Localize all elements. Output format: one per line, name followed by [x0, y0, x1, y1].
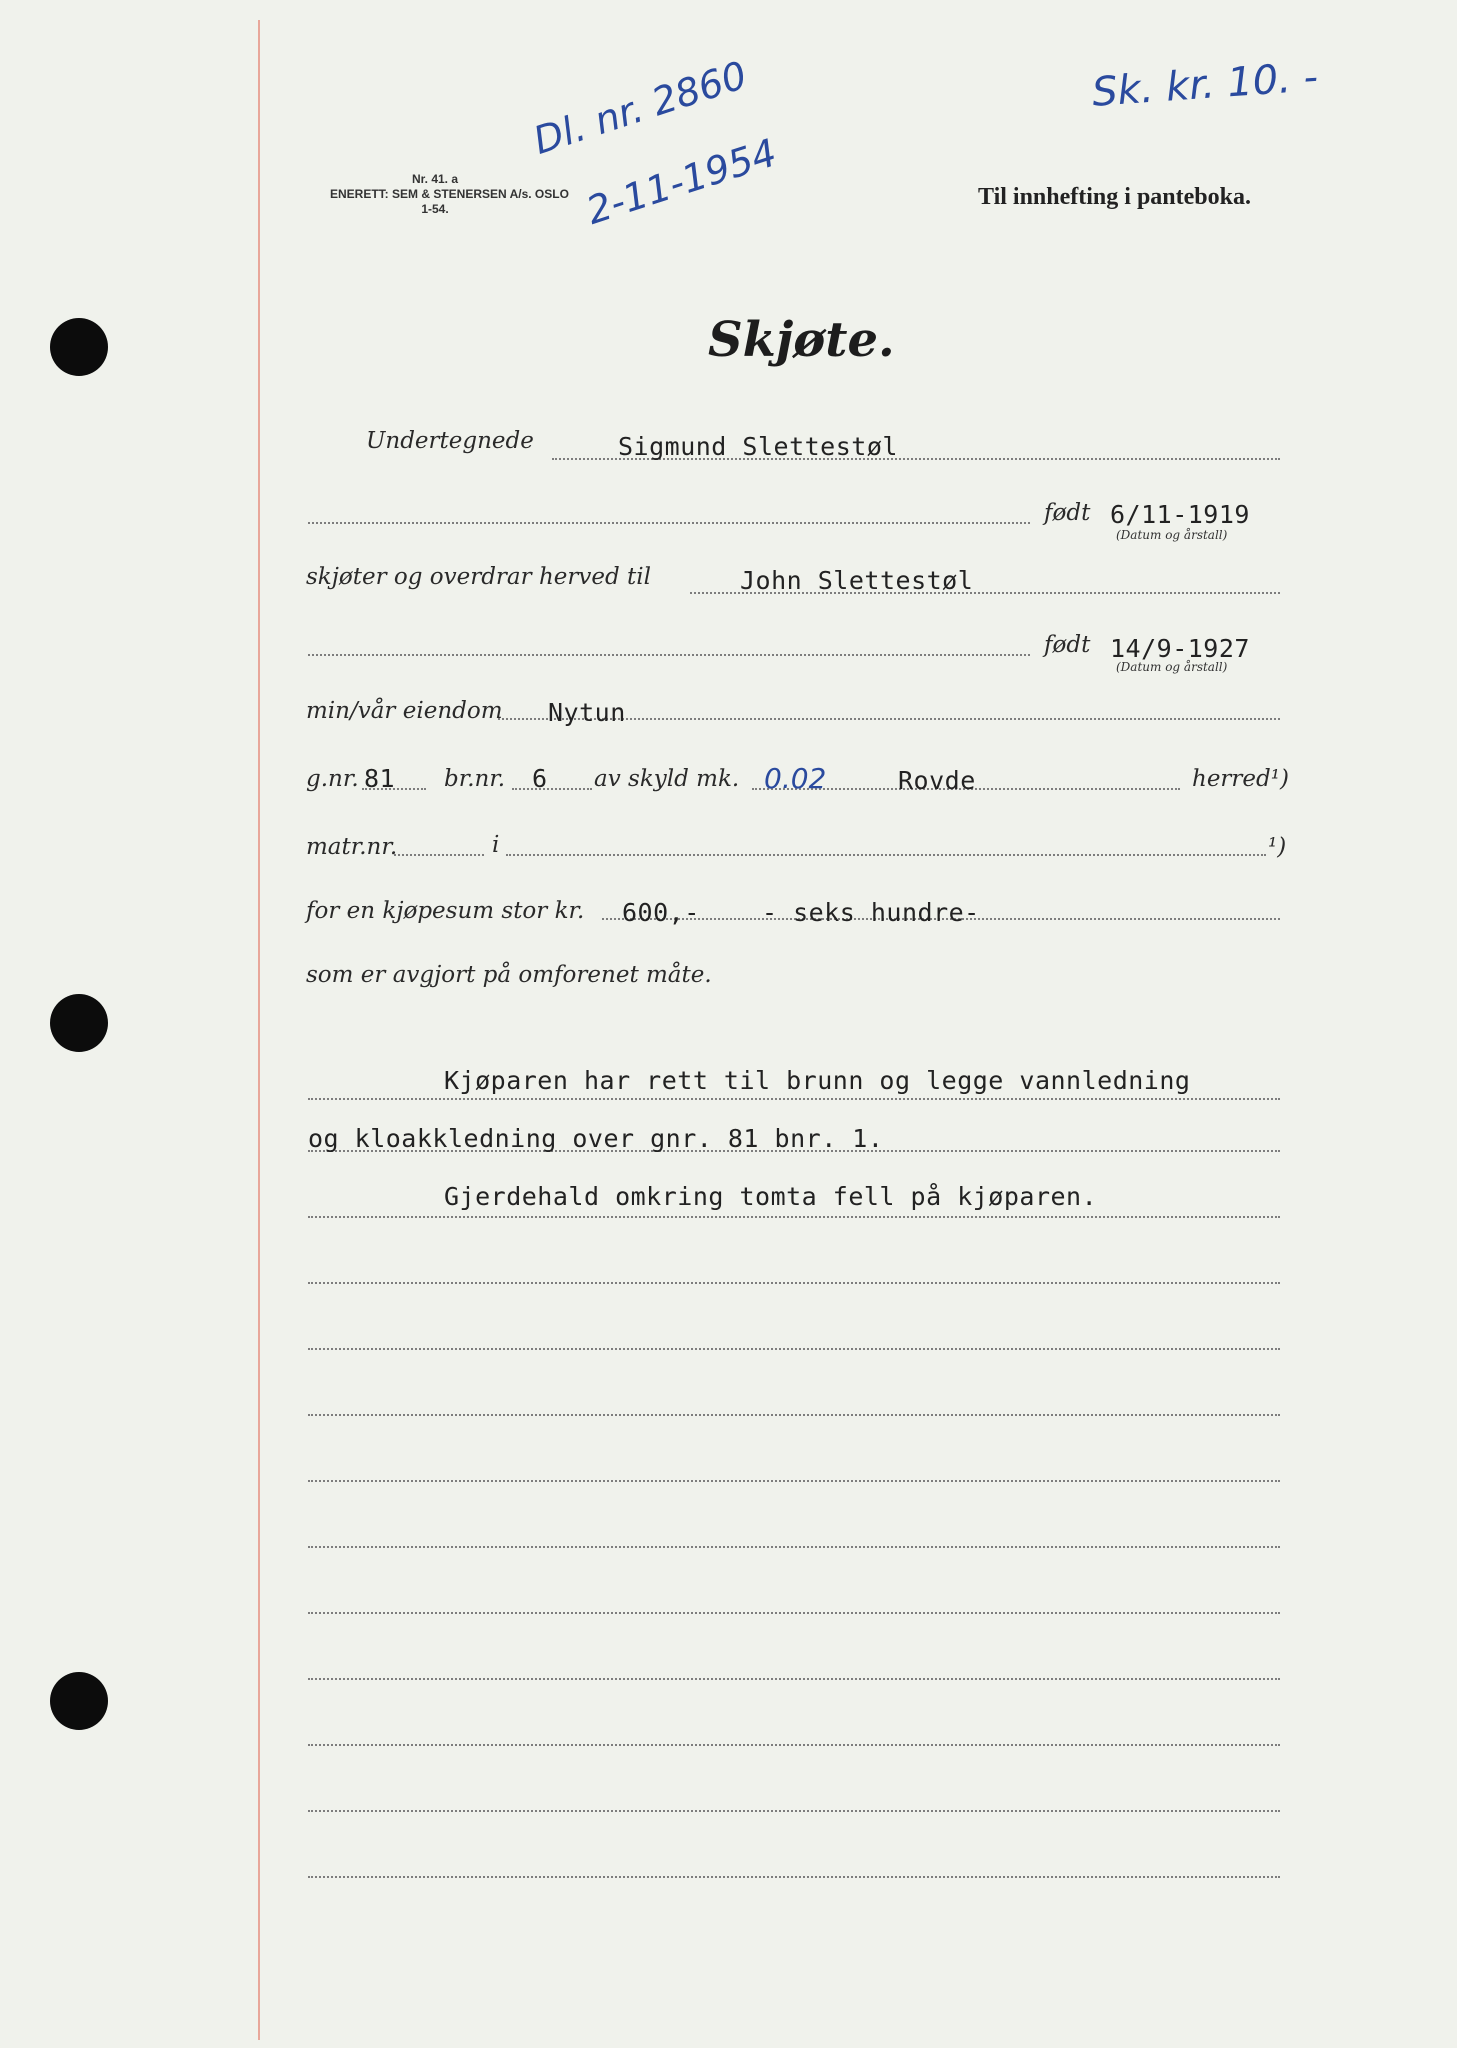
- page-title: Skjøte.: [708, 312, 895, 368]
- gnr-label: g.nr.: [306, 766, 359, 792]
- empty-line: [308, 1612, 1280, 1614]
- herred-value: Rovde: [898, 766, 976, 795]
- punch-hole-top: [50, 318, 108, 376]
- amount-words: - seks hundre-: [762, 898, 980, 927]
- matr-place-line: [506, 854, 1266, 856]
- brnr-label: br.nr.: [444, 766, 506, 792]
- empty-line: [308, 1480, 1280, 1482]
- empty-line: [308, 1678, 1280, 1680]
- skyld-label: av skyld mk.: [594, 766, 740, 792]
- body-line-3: [308, 1216, 1280, 1218]
- buyer-name: John Slettestøl: [740, 566, 974, 595]
- empty-line: [308, 1876, 1280, 1878]
- empty-line: [308, 1348, 1280, 1350]
- seller-fodt-label: født: [1044, 500, 1091, 526]
- brnr-line: [512, 788, 592, 790]
- matr-suffix: ¹): [1268, 834, 1287, 860]
- property-name: Nytun: [548, 698, 626, 727]
- skyld-value: 0.02: [764, 762, 827, 795]
- clause-line-2: og kloakkledning over gnr. 81 bnr. 1.: [308, 1124, 884, 1153]
- seller-datum-hint: (Datum og årstall): [1116, 528, 1228, 542]
- empty-line: [308, 1744, 1280, 1746]
- seller-extra-line: [308, 522, 1030, 524]
- body-line-1: [308, 1098, 1280, 1100]
- undertegnede-label: Undertegnede: [366, 428, 534, 454]
- matr-line: [394, 854, 484, 856]
- publisher-line: ENERETT: SEM & STENERSEN A/s. OSLO: [330, 187, 569, 201]
- herred-label: herred¹): [1192, 766, 1289, 792]
- empty-line: [308, 1546, 1280, 1548]
- punch-hole-bottom: [50, 1672, 108, 1730]
- kjopesum-label: for en kjøpesum stor kr.: [306, 898, 585, 924]
- buyer-birth: 14/9-1927: [1110, 634, 1250, 663]
- matr-i-label: i: [492, 832, 500, 858]
- matr-label: matr.nr.: [306, 834, 398, 860]
- buyer-datum-hint: (Datum og årstall): [1116, 660, 1228, 674]
- margin-rule: [258, 20, 260, 2040]
- fee-annotation: Sk. kr. 10. -: [1090, 54, 1320, 116]
- publisher-imprint: [330, 172, 569, 217]
- gnr-value: 81: [364, 764, 396, 793]
- skjoter-label: skjøter og overdrar herved til: [306, 564, 651, 590]
- doc-number-annotation: Dl. nr. 2860: [528, 52, 753, 163]
- buyer-extra-line: [308, 654, 1030, 656]
- buyer-fodt-label: født: [1044, 632, 1091, 658]
- eiendom-label: min/vår eiendom: [306, 698, 503, 724]
- empty-line: [308, 1282, 1280, 1284]
- empty-line: [308, 1810, 1280, 1812]
- seller-name: Sigmund Slettestøl: [618, 432, 898, 461]
- amount-value: 600,-: [622, 898, 700, 927]
- avgjort-label: som er avgjort på omforenet måte.: [306, 962, 712, 988]
- empty-line: [308, 1414, 1280, 1416]
- clause-line-1: Kjøparen har rett til brunn og legge vannledning: [444, 1066, 1191, 1095]
- header-note: Til innhefting i panteboka.: [978, 184, 1251, 210]
- edition: 1-54.: [421, 202, 449, 216]
- clause-line-3: Gjerdehald omkring tomta fell på kjøparen.: [444, 1182, 1098, 1211]
- form-number: Nr. 41. a: [411, 172, 459, 186]
- brnr-value: 6: [532, 764, 548, 793]
- doc-date-annotation: 2-11-1954: [581, 130, 782, 233]
- seller-birth: 6/11-1919: [1110, 500, 1250, 529]
- punch-hole-middle: [50, 994, 108, 1052]
